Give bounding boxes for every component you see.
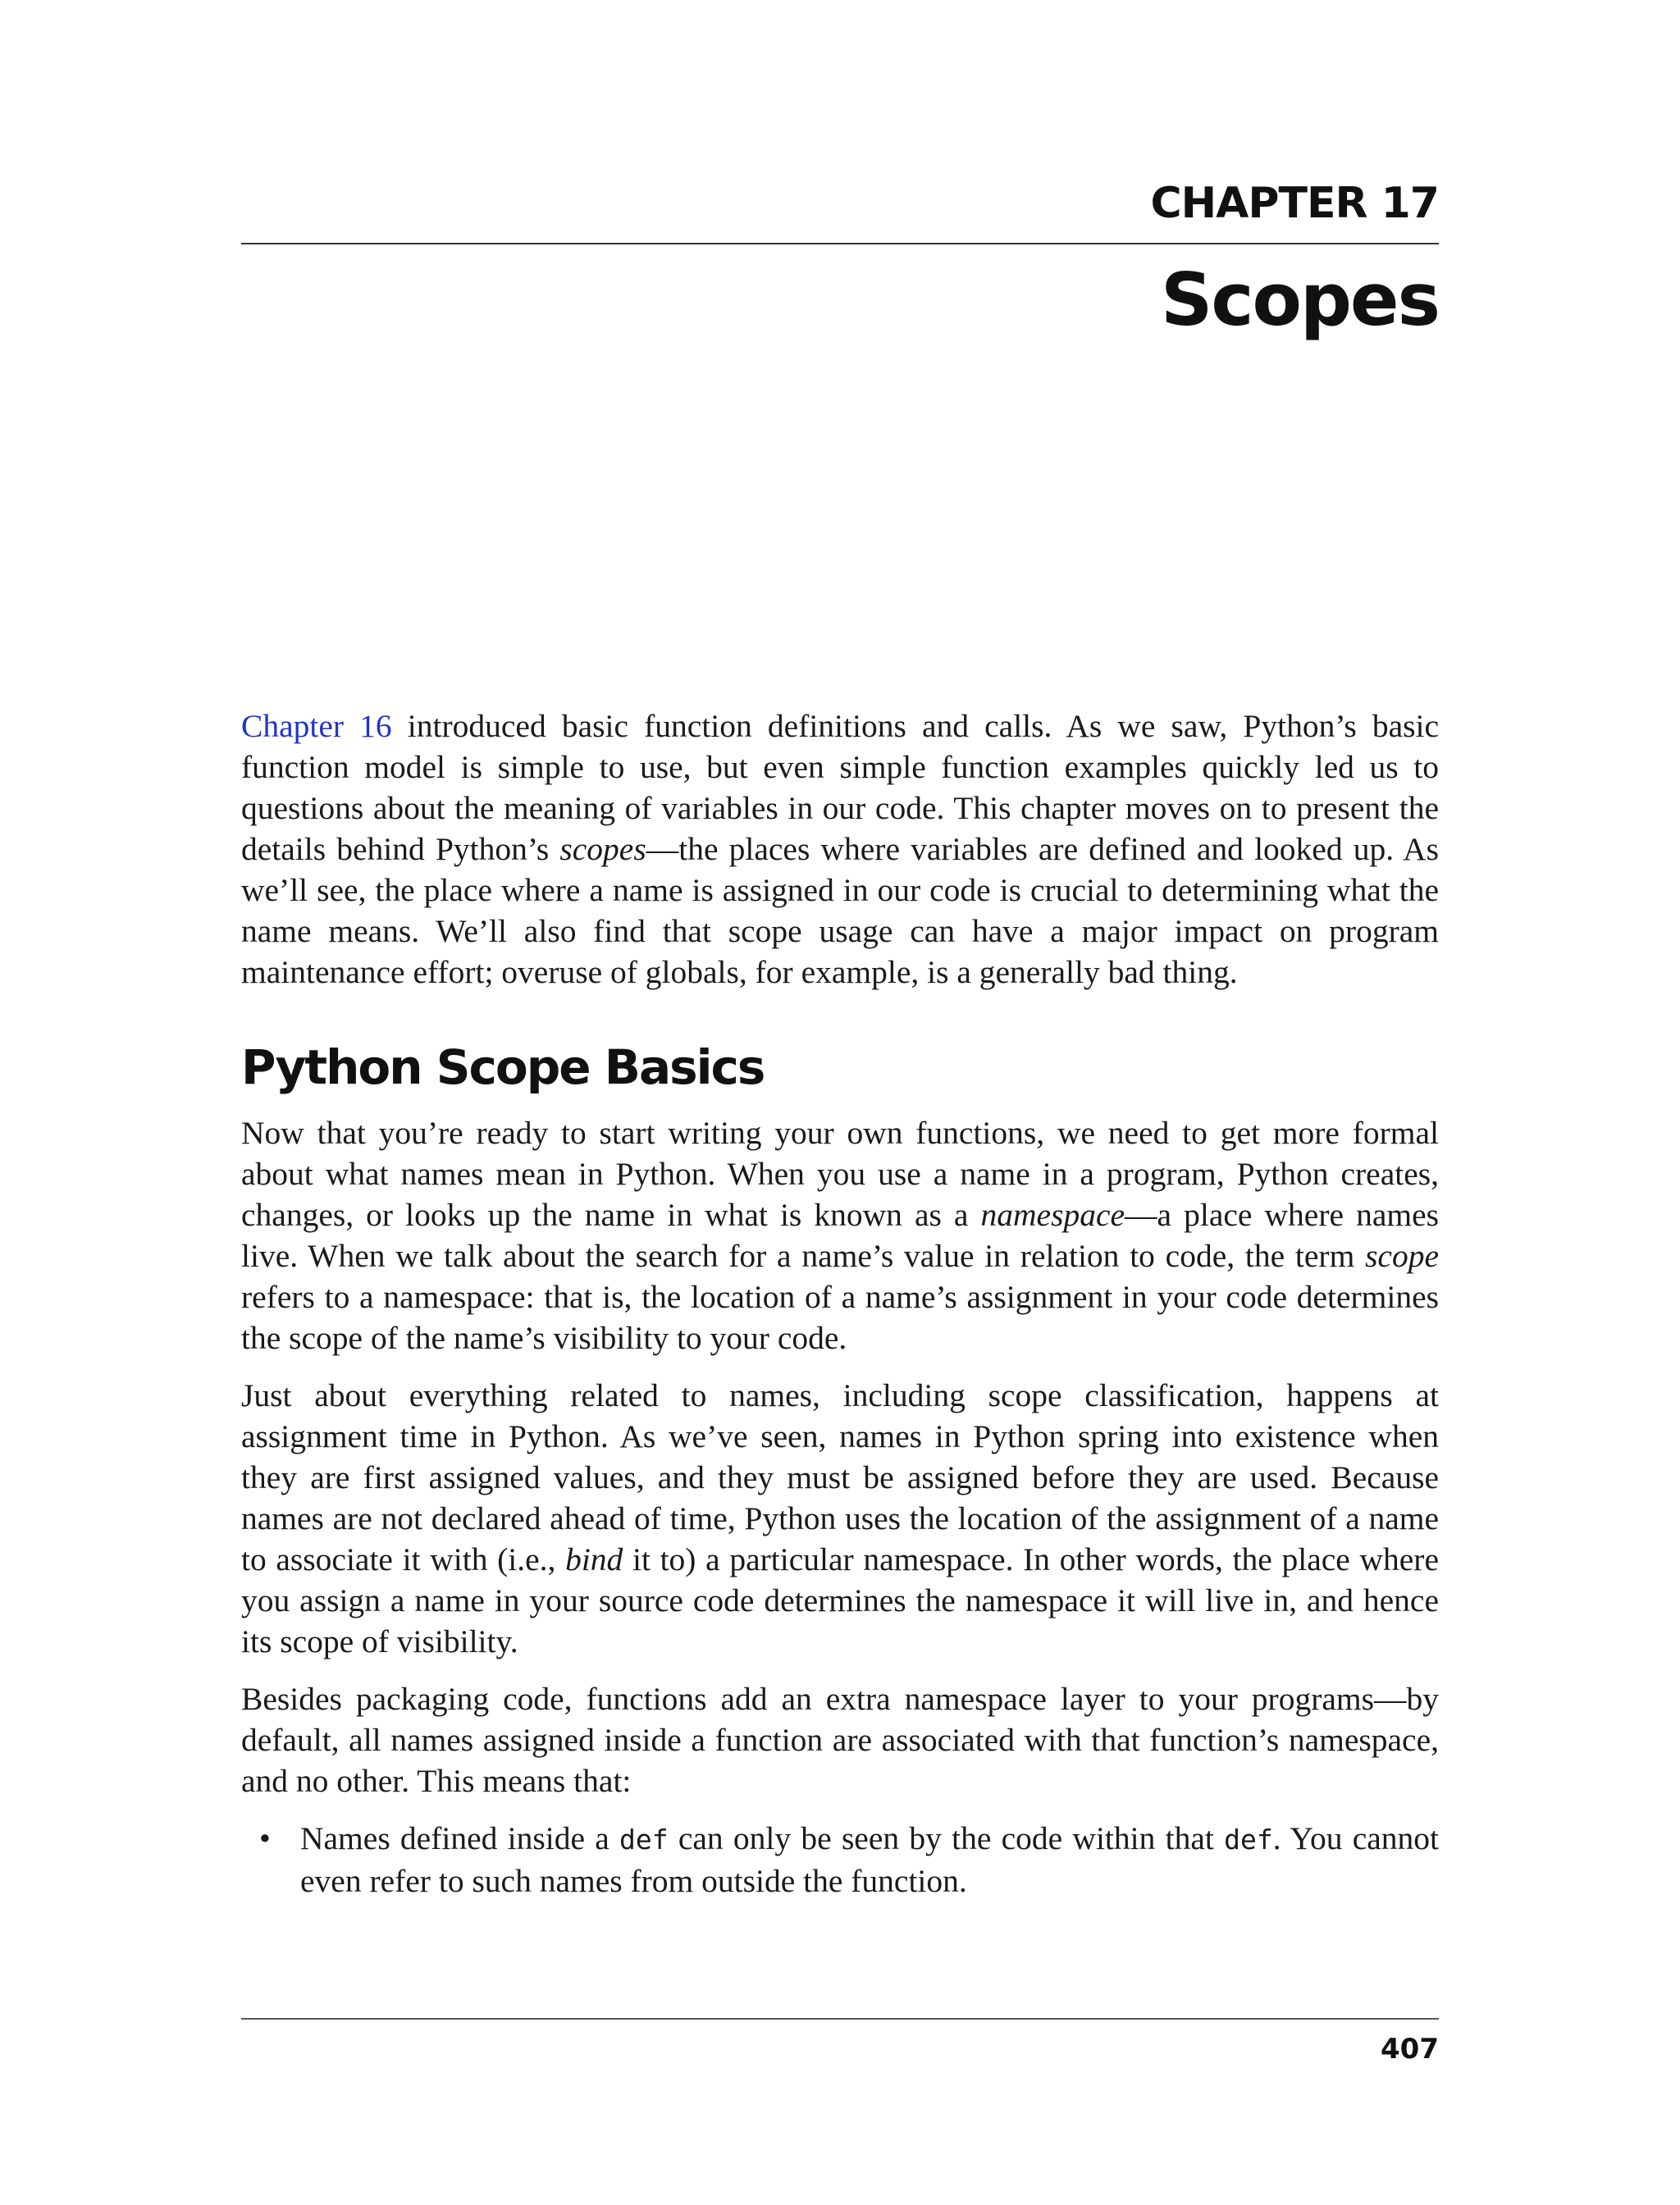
section-heading: Python Scope Basics — [241, 1039, 765, 1095]
chapter-title: Scopes — [1160, 258, 1439, 342]
bullet-list — [241, 1818, 1439, 1901]
intro-text-b: —the places where variables are defined and looked up. As we’ll see, the place where a name is assigned in our code is crucial to determining what the name means. We’ll also find that scope usage can have a major impact on program maintenance effort; overuse of globals, for example, is a generally bad thing. — [241, 831, 1439, 990]
bullet-text-b: can only be seen by the code within that — [668, 1820, 1225, 1856]
s1-text-b: —a place where names live. When we talk about the search for a name’s value in relation to code, the term — [241, 1197, 1439, 1274]
s2-emphasis-bind: bind — [565, 1541, 623, 1577]
s1-emphasis-scope: scope — [1365, 1238, 1439, 1274]
intro-text-a: introduced basic function definitions and calls. As we saw, Python’s basic function model is simple to use, but even simple function examples quickly led us to questions about the meaning of variables in our code. This chapter moves on to present the details behind Python’s — [241, 708, 1439, 867]
page-content — [241, 705, 1439, 1901]
s1-text-c: refers to a namespace: that is, the location of a name’s assignment in your code determines the scope of the name’s visibility to your code. — [241, 1279, 1439, 1356]
intro-paragraph — [241, 705, 1439, 993]
list-item — [241, 1818, 1439, 1901]
s2-text-a: Just about everything related to names, including scope classification, happens at assignment time in Python. As we’ve seen, names in Python spring into existence when they are first assigned values, and they must be assigned before they are used. Because names are not declared ahead of time, Python uses the location of the assignment of a name to associate it with (i.e., — [241, 1377, 1439, 1577]
code-def-2: def — [1224, 1824, 1273, 1856]
code-def-1: def — [619, 1824, 669, 1856]
section-paragraph-1 — [241, 1112, 1439, 1358]
s1-text-a: Now that you’re ready to start writing your own functions, we need to get more formal about what names mean in Python. When you use a name in a program, Python creates, changes, or looks up the name in what is known as a — [241, 1115, 1439, 1233]
chapter-16-link[interactable]: Chapter 16 — [241, 708, 392, 744]
section-paragraph-2 — [241, 1375, 1439, 1662]
s2-text-b: it to) a particular namespace. In other words, the place where you assign a name in your source code determines the namespace it will live in, and hence its scope of visibility. — [241, 1541, 1439, 1659]
chapter-label: CHAPTER 17 — [1150, 179, 1439, 228]
s1-emphasis-namespace: namespace — [980, 1197, 1125, 1233]
bullet-text-a: Names defined inside a — [300, 1820, 620, 1856]
chapter-divider — [241, 243, 1439, 244]
page-number: 407 — [1381, 2033, 1439, 2066]
bullet-text-c: . You cannot even refer to such names from outside the function. — [300, 1820, 1439, 1899]
footer-divider — [241, 2018, 1439, 2020]
section-paragraph-3: Besides packaging code, functions add an extra namespace layer to your programs—by default, all names assigned inside a function are associated with that function’s namespace, and no other. This means that: — [241, 1681, 1439, 1799]
intro-emphasis-scopes: scopes — [559, 831, 646, 867]
bullet-icon: • — [259, 1820, 271, 1856]
